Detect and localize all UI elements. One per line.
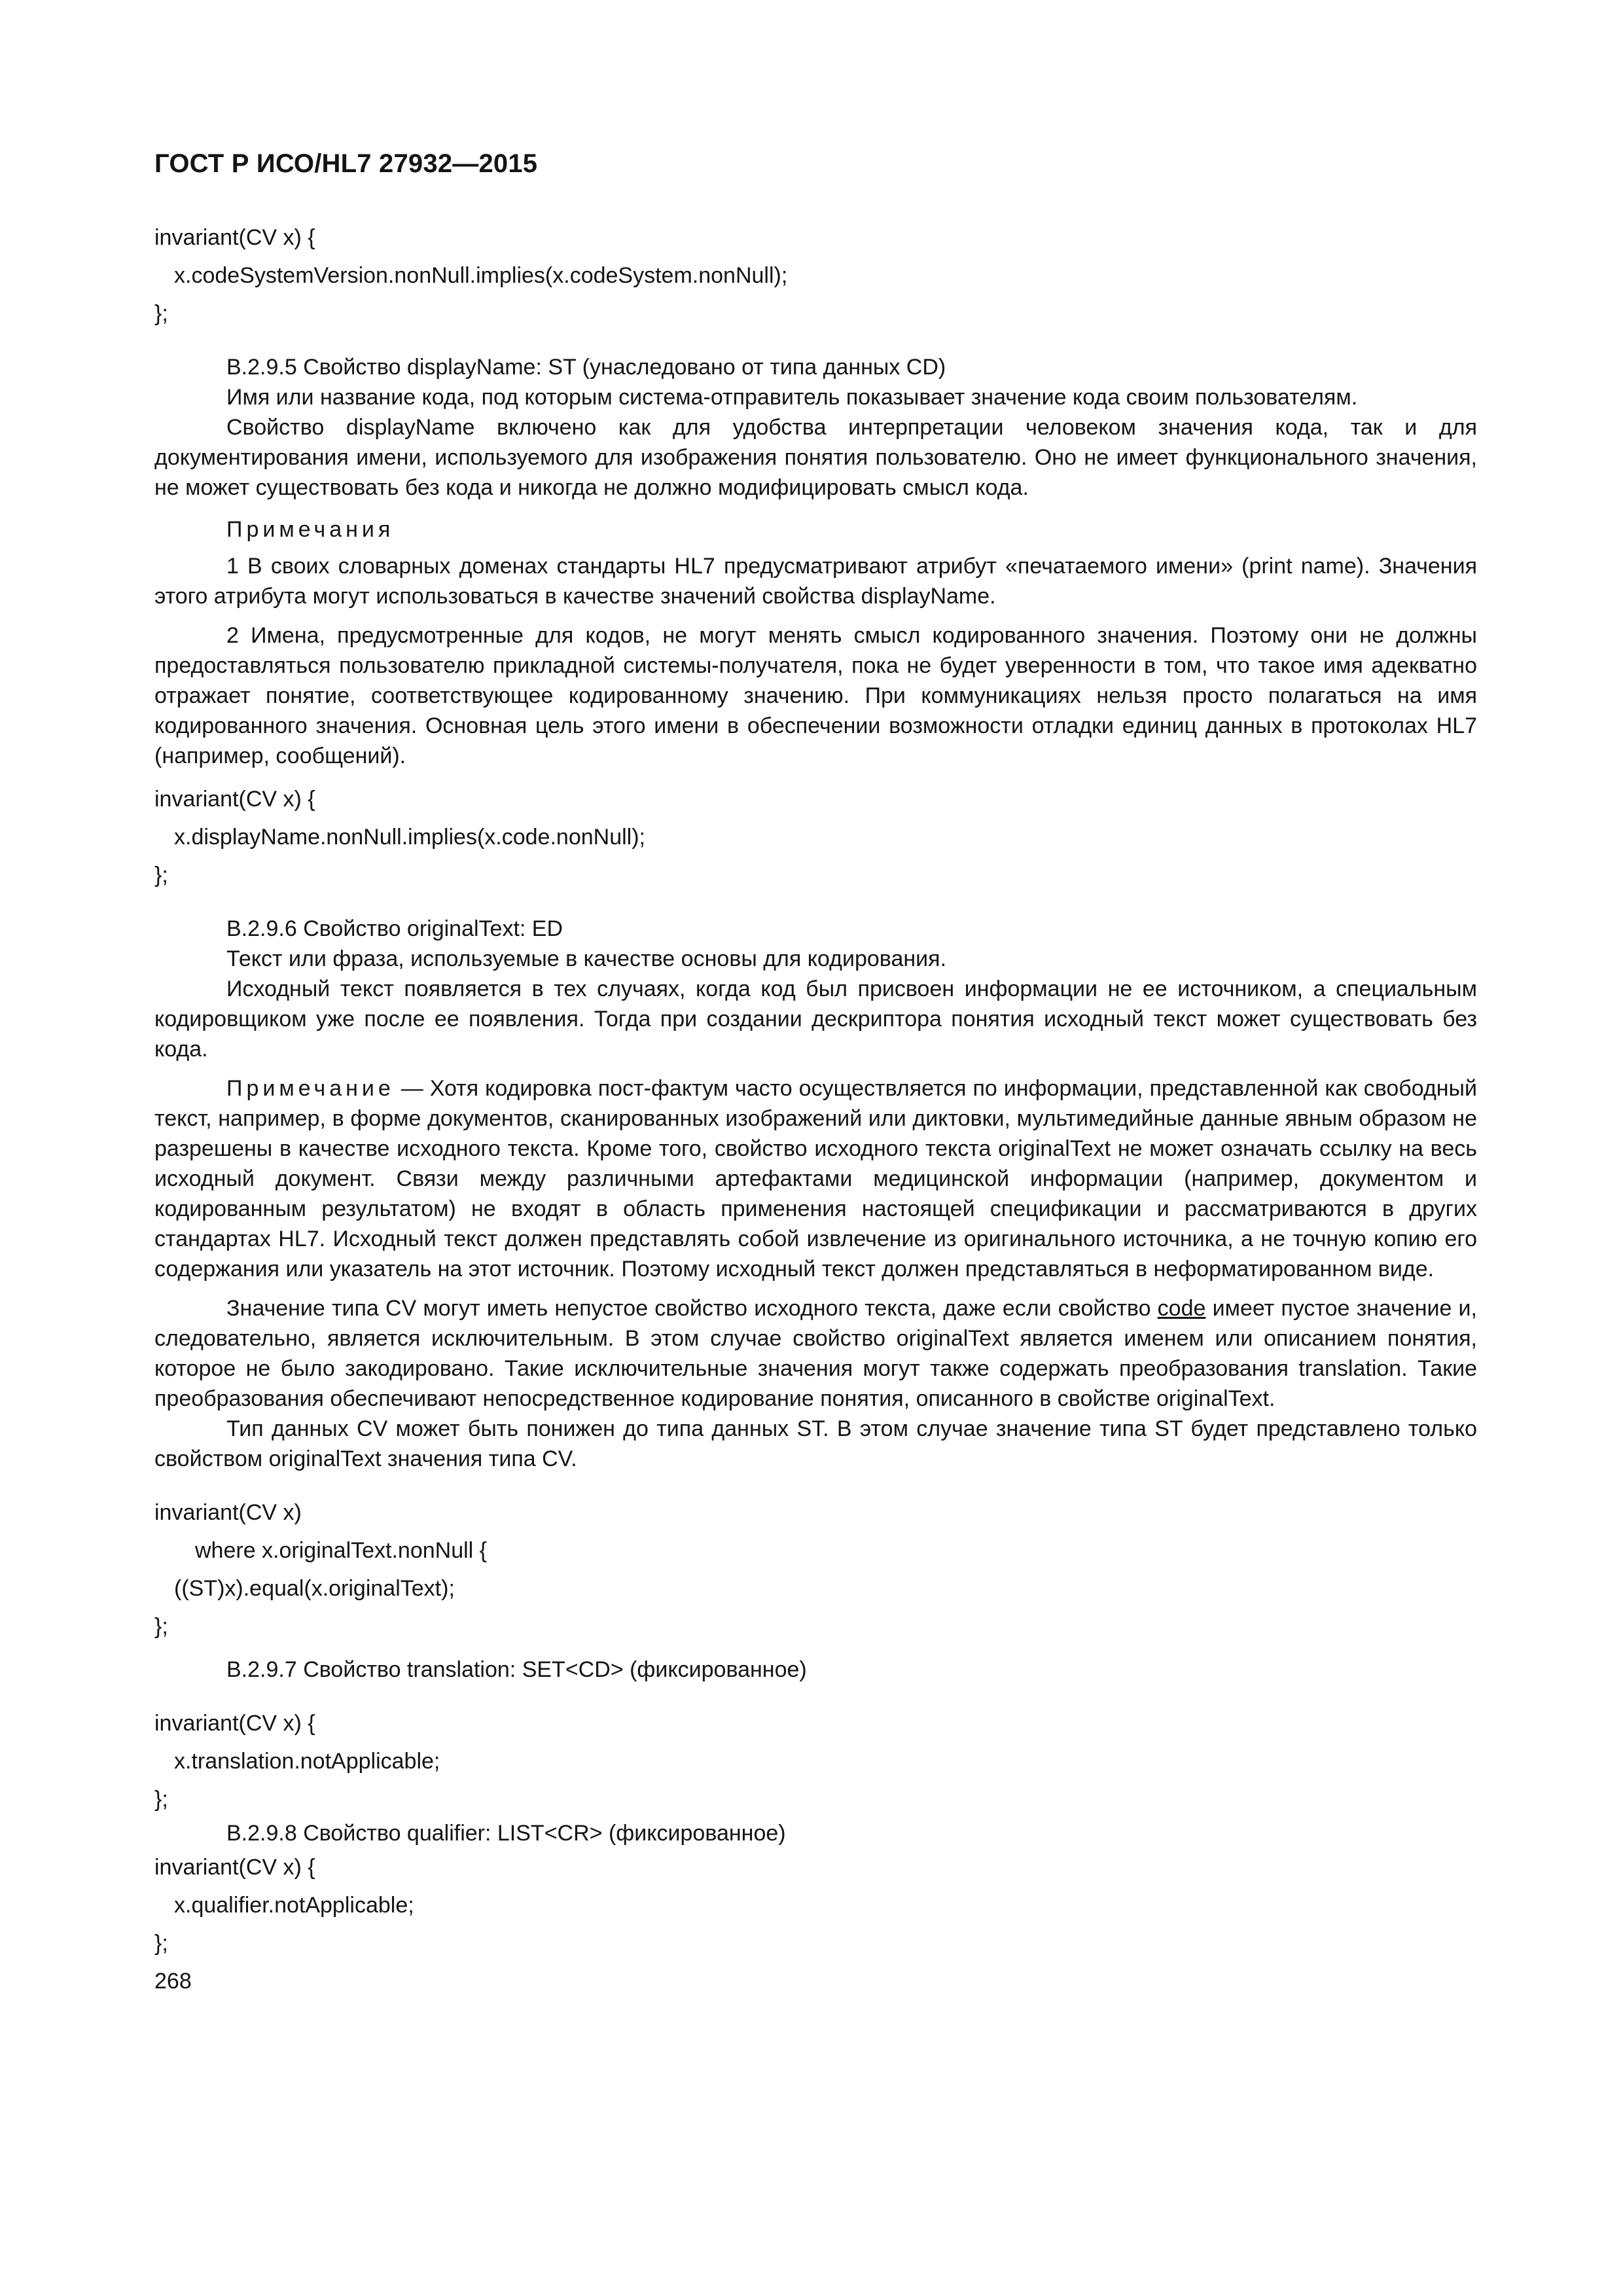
code-link[interactable]: code bbox=[1157, 1296, 1206, 1321]
note-2: 2 Имена, предусмотренные для кодов, не могут менять смысл кодированного значения. Поэтому они не должны предоставляться пользователю прикладной системы-получателя, пока не будет уверенности в том, что такое имя адекватно отражает понятие, соответствующее кодированному значению. При коммуникациях нельзя просто полагаться на имя кодированного значения. Основная цель этого имени в обеспечении возможности отладки единиц данных в протоколах HL7 (например, сообщений). bbox=[154, 623, 1477, 768]
code-line: where x.originalText.nonNull { bbox=[195, 1538, 488, 1563]
code-line: }; bbox=[154, 863, 168, 888]
code-line: invariant(CV x) { bbox=[154, 787, 315, 812]
code-line: }; bbox=[154, 1614, 168, 1639]
paragraph-text: Значение типа CV могут иметь непустое свойство исходного текста, даже если свойство bbox=[226, 1296, 1158, 1321]
code-line: }; bbox=[154, 301, 168, 326]
paragraph: Текст или фраза, используемые в качестве основы для кодирования. bbox=[226, 946, 947, 971]
code-line: }; bbox=[154, 1787, 168, 1812]
code-block-4 bbox=[154, 1704, 1477, 1818]
code-line: x.displayName.nonNull.implies(x.code.nonNull); bbox=[174, 825, 645, 850]
note-paragraph bbox=[154, 1073, 1477, 1284]
code-line: invariant(CV x) bbox=[154, 1500, 302, 1525]
paragraph: Свойство displayName включено как для удобства интерпретации человеком значения кода, так и для документирования имени, используемого для изображения понятия пользователю. Оно не имеет функционального значения, не может существовать без кода и никогда не должно модифицировать смысл кода. bbox=[154, 415, 1477, 500]
code-line: invariant(CV x) { bbox=[154, 1711, 315, 1736]
paragraph: Исходный текст появляется в тех случаях, когда код был присвоен информации не ее источником, а специальным кодировщиком уже после ее появления. Тогда при создании дескриптора понятия исходный текст может существовать без кода. bbox=[154, 977, 1477, 1062]
document-header: ГОСТ Р ИСО/HL7 27932—2015 bbox=[154, 149, 538, 178]
notes-title: Примечания bbox=[226, 517, 395, 542]
note-text: — Хотя кодировка пост-фактум часто осуществляется по информации, представленной как свободный текст, например, в форме документов, сканированных изображений или диктовки, мультимедийные данные явным образом не разрешены в качестве исходного текста. Кроме того, свойство исходного текста originalText не может означать ссылку на весь исходный документ. Связи между различными артефактами медицинской информации (например, документом и кодированным результатом) не входят в область применения настоящей спецификации и рассматриваются в других стандартах HL7. Исходный текст должен представлять собой извлечение из оригинального источника, а не точную копию его содержания или указатель на этот источник. Поэтому исходный текст должен представляться в неформатированном виде. bbox=[154, 1076, 1477, 1282]
code-line: x.codeSystemVersion.nonNull.implies(x.codeSystem.nonNull); bbox=[174, 263, 788, 288]
code-line: ((ST)x).equal(x.originalText); bbox=[174, 1576, 455, 1601]
code-line: invariant(CV x) { bbox=[154, 225, 315, 250]
paragraph: Имя или название кода, под которым система-отправитель показывает значение кода своим пользователям. bbox=[226, 385, 1358, 410]
code-block-2 bbox=[154, 780, 1477, 894]
document-page bbox=[154, 148, 1477, 1996]
paragraph: Тип данных CV может быть понижен до типа данных ST. В этом случае значение типа ST будет представлено только свойством originalText значения типа CV. bbox=[154, 1416, 1477, 1471]
code-block-1 bbox=[154, 219, 1477, 332]
paragraph bbox=[154, 1293, 1477, 1414]
code-line: x.qualifier.notApplicable; bbox=[174, 1893, 414, 1918]
code-line: invariant(CV x) { bbox=[154, 1855, 315, 1880]
section-b295 bbox=[154, 352, 1477, 771]
paragraph-text: имеет пустое значение и, следовательно, является исключительным. В этом случае свойство originalText является именем или описанием понятия, которое не было закодировано. Такие исключительные значения могут также содержать преобразования translation. Такие преобразования обеспечивают непосредственное кодирование понятия, описанного в свойстве originalText. bbox=[154, 1296, 1477, 1411]
note-1: 1 В своих словарных доменах стандарты HL7 предусматривают атрибут «печатаемого имени» (print name). Значения этого атрибута могут использоваться в качестве значений свойства displayName. bbox=[154, 554, 1477, 609]
section-b296 bbox=[154, 914, 1477, 1474]
code-block-3 bbox=[154, 1494, 1477, 1645]
code-block-5 bbox=[154, 1848, 1477, 1962]
code-line: }; bbox=[154, 1931, 168, 1956]
section-heading: В.2.9.5 Свойство displayName: ST (унаследовано от типа данных CD) bbox=[226, 355, 946, 380]
page-number: 268 bbox=[154, 1969, 192, 1994]
section-heading: В.2.9.7 Свойство translation: SET<CD> (фиксированное) bbox=[226, 1657, 807, 1682]
section-heading: В.2.9.8 Свойство qualifier: LIST<CR> (фиксированное) bbox=[226, 1821, 786, 1846]
code-line: x.translation.notApplicable; bbox=[174, 1749, 440, 1774]
section-heading: В.2.9.6 Свойство originalText: ED bbox=[226, 916, 563, 941]
note-label: Примечание bbox=[226, 1076, 395, 1101]
